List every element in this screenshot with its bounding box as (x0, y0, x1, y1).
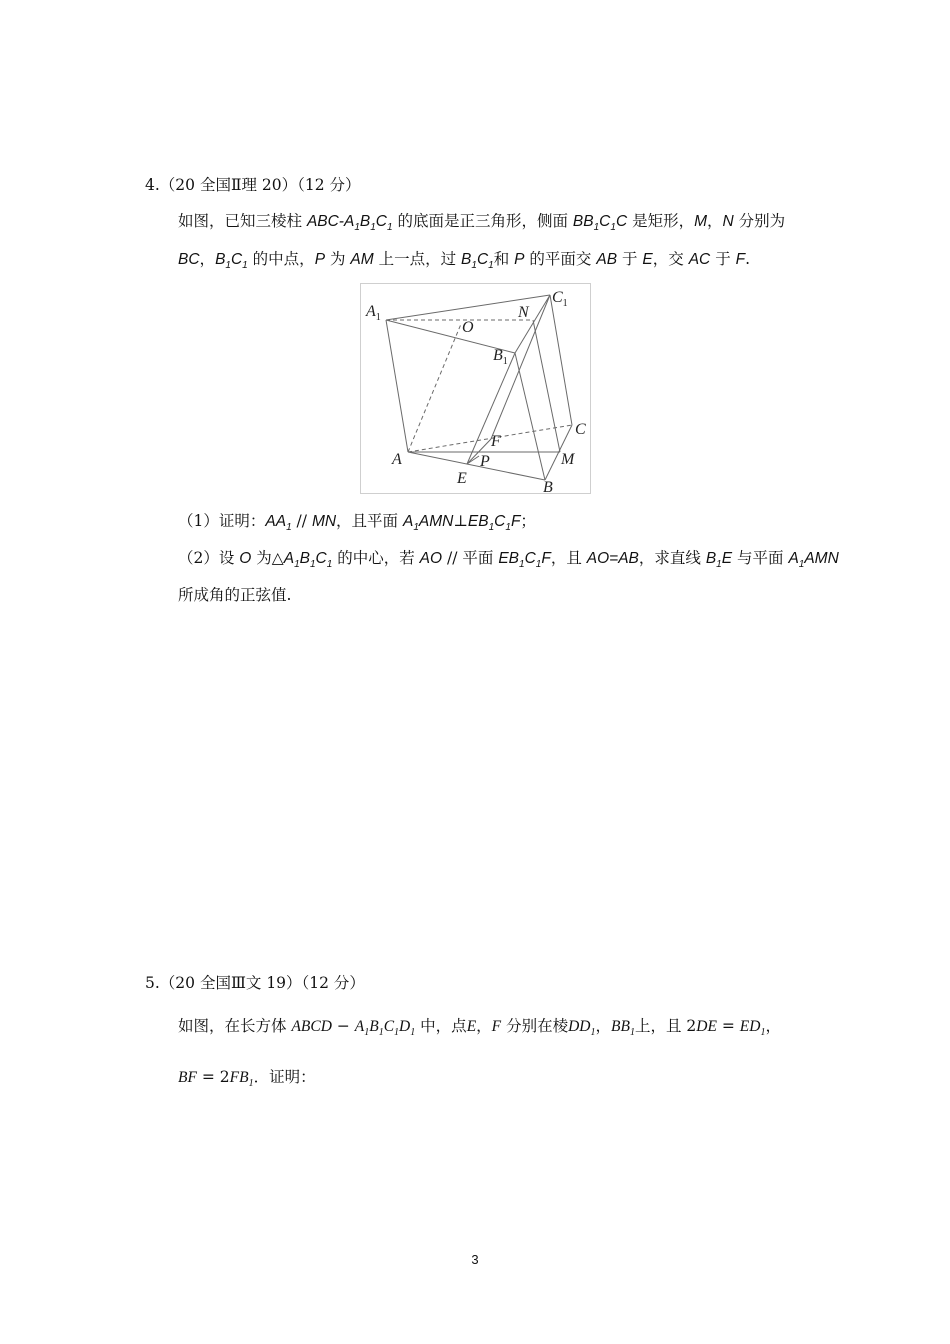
question-2-line2: 所成角的正弦值. (178, 586, 292, 604)
problem5-stem-line1: 如图，在长方体 ABCD − $A_1B_1C_1D_1$ 中，点E，F 分别在棱$DD_1$，$BB_1$上，且 $2DE = ED_1$， (178, 1017, 781, 1038)
question-2-line1: （2）设 O 为$\triangle A_1B_1C_1$ 的中心，若 AO // 平面 $EB_1C_1F$，且 AO=AB，求直线 $B_1E$ 与平面 $A_1AMN$ (178, 549, 839, 570)
prism-figure (360, 283, 591, 494)
label-a: A (392, 451, 402, 468)
label-c1: $C_1$ (552, 289, 568, 309)
problem5-header: 5.（20 全国Ⅲ文 19）（12 分） (145, 974, 365, 992)
question-1: （1）证明：$AA_1$ // MN，且平面 $A_1AMN\perp EB_1C_1F$； (178, 512, 536, 533)
page-number: 3 (471, 1252, 479, 1267)
label-a1: $A_1$ (366, 303, 381, 323)
label-n: N (518, 304, 529, 321)
label-o: O (462, 319, 474, 336)
problem5-stem-line2: BF = $2FB_1$．证明： (178, 1068, 316, 1089)
label-p: P (480, 453, 490, 470)
problem4-stem-line1: 如图，已知三棱柱 ABC-$A_1B_1C_1$ 的底面是正三角形，侧面 $BB_1C_1C$ 是矩形，M，N 分别为 (178, 212, 786, 233)
label-c: C (575, 421, 586, 438)
label-f: F (491, 433, 501, 450)
label-m: M (561, 451, 575, 468)
label-b1: $B_1$ (493, 347, 508, 367)
problem4-header: 4.（20 全国Ⅱ理 20）（12 分） (145, 176, 361, 194)
problem4-stem-line2: BC，$B_1C_1$ 的中点，P 为 AM 上一点，过 $B_1C_1$和 P 的平面交 AB 于 E，交 AC 于 F. (178, 250, 751, 271)
label-e: E (457, 470, 467, 487)
label-b: B (543, 479, 553, 493)
